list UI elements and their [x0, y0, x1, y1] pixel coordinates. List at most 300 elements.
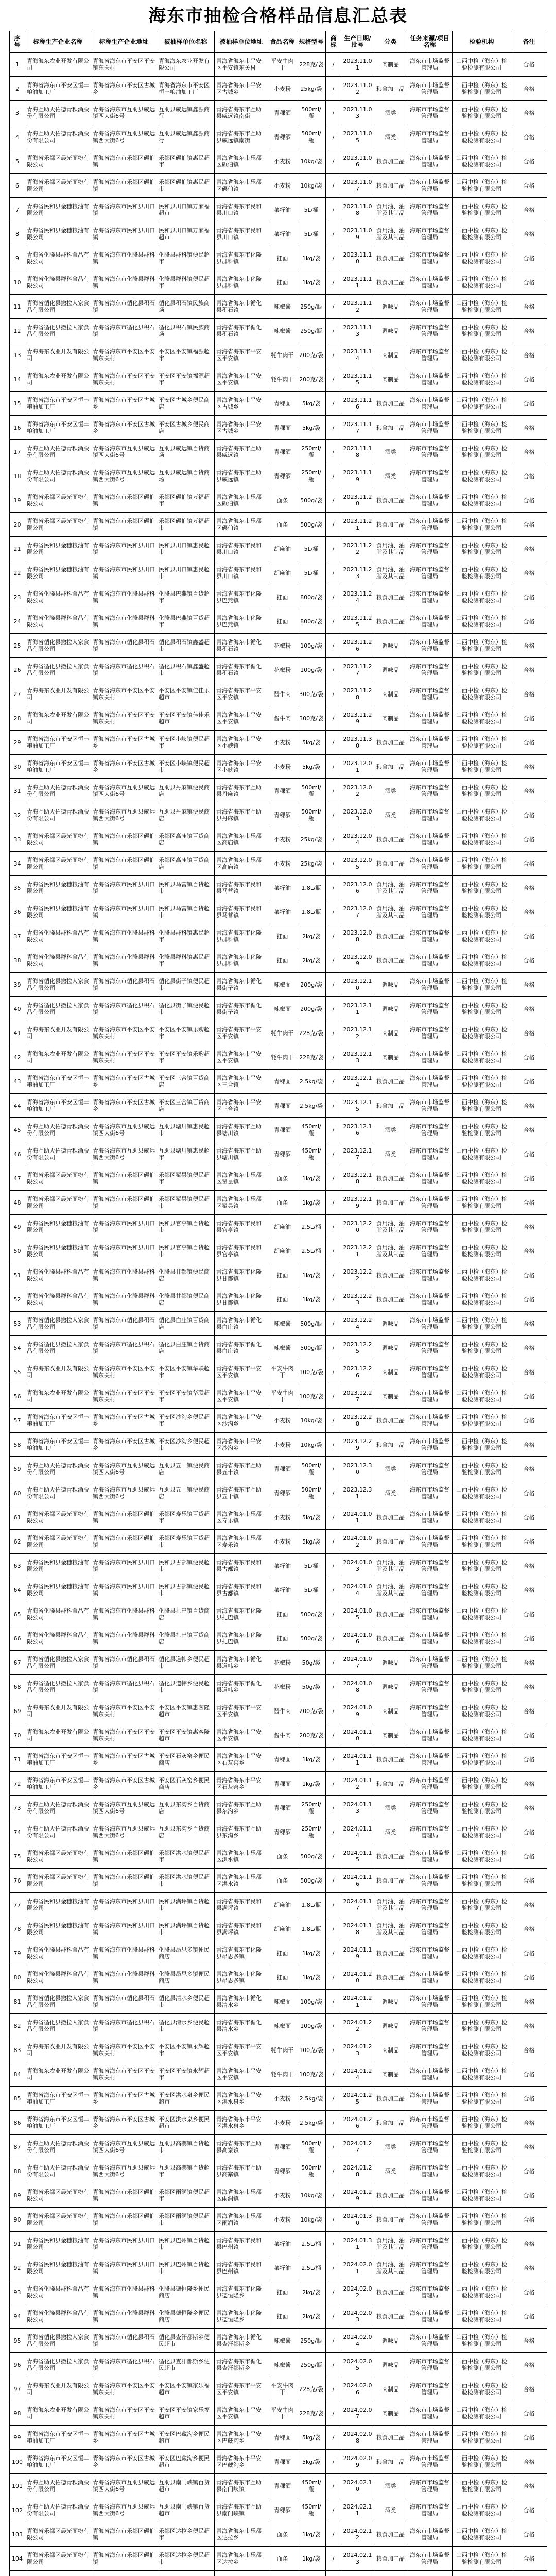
table-cell: 山西中检（海东）检验检测有限公司 — [453, 1917, 511, 1941]
table-cell: 51 — [10, 1263, 25, 1287]
table-cell: 山西中检（海东）检验检测有限公司 — [453, 222, 511, 246]
table-cell: 民和县满坪镇百货超市 — [157, 1893, 215, 1917]
table-cell: 青海省海东市平安区古城乡 — [91, 755, 157, 779]
table-row — [10, 537, 547, 561]
table-cell: 青海省海东市平安区古城乡 — [91, 416, 157, 440]
table-cell: 山西中检（海东）检验检测有限公司 — [453, 1651, 511, 1675]
table-cell: 青海省海东市平安区平安镇 — [215, 1045, 268, 1070]
table-cell: 小麦粉 — [268, 2183, 297, 2208]
table-cell: 合格 — [511, 1990, 547, 2014]
table-cell: / — [326, 997, 341, 1021]
table-row — [10, 222, 547, 246]
table-cell: 56 — [10, 1384, 25, 1409]
table-row — [10, 2547, 547, 2571]
table-cell — [374, 2571, 407, 2576]
table-cell: 青海省海东市乐都区雨润镇 — [215, 2183, 268, 2208]
table-cell: / — [326, 1239, 341, 1263]
table-cell: 菜籽油 — [268, 2232, 297, 2256]
table-row — [10, 2014, 547, 2038]
table-cell: 平安牛肉干 — [268, 2377, 297, 2401]
table-cell: 青稞酒 — [268, 2159, 297, 2183]
table-cell: 菜籽油 — [268, 222, 297, 246]
table-cell: / — [326, 924, 341, 948]
table-cell: 68 — [10, 1675, 25, 1699]
table-cell: / — [326, 1675, 341, 1699]
table-cell: 山西中检（海东）检验检测有限公司 — [453, 2329, 511, 2353]
table-cell: 山西中检（海东）检验检测有限公司 — [453, 343, 511, 367]
table-cell: 小麦粉 — [268, 1409, 297, 1433]
table-cell: 互助县威远镇百货商场 — [157, 440, 215, 464]
table-cell: 1kg/袋 — [297, 270, 326, 295]
table-cell: 2023.12.06 — [341, 876, 374, 900]
table-cell — [297, 2571, 326, 2576]
table-cell: 山西中检（海东）检验检测有限公司 — [453, 513, 511, 537]
table-row — [10, 198, 547, 222]
table-cell: 粮食加工品 — [374, 2208, 407, 2232]
table-cell: / — [326, 1118, 341, 1142]
table-cell: 山西中检（海东）检验检测有限公司 — [453, 924, 511, 948]
table-cell: 2024.02.08 — [341, 2426, 374, 2450]
table-cell: 青海省海东市乐都区寿乐镇 — [215, 1530, 268, 1554]
table-cell: 青海省化隆县群科食品有限公司 — [25, 1941, 91, 1965]
table-cell: 海东市市场监督管理局 — [407, 1917, 453, 1941]
table-cell: 青海省海东市乐都区碾伯镇 — [91, 1844, 157, 1869]
table-row — [10, 1675, 547, 1699]
table-cell: 青海互助天佑德青稞酒股份有限公司 — [25, 1796, 91, 1820]
table-cell: 海东市市场监督管理局 — [407, 827, 453, 852]
table-cell: 调味品 — [374, 973, 407, 997]
table-cell: 青海省海东市平安区古城乡 — [215, 392, 268, 416]
table-cell: 89 — [10, 2183, 25, 2208]
table-cell: / — [326, 1215, 341, 1239]
table-cell: 青海省海东市互助县威远镇西大街6号 — [91, 1796, 157, 1820]
table-cell: 青海省海东市循化县积石镇 — [91, 1675, 157, 1699]
table-cell: 青海省海东市民和县川口镇 — [91, 1578, 157, 1602]
table-cell: 花椒粉 — [268, 658, 297, 682]
table-cell: 10kg/袋 — [297, 174, 326, 198]
table-cell: 互助县威远镇百货商场 — [157, 464, 215, 488]
table-cell: 青稞酒 — [268, 1796, 297, 1820]
table-cell: 2023.12.29 — [341, 1433, 374, 1457]
table-cell: 山西中检（海东）检验检测有限公司 — [453, 731, 511, 755]
table-row — [10, 2498, 547, 2522]
table-cell: 青海省海东市平安区古城乡 — [91, 1094, 157, 1118]
table-cell: 互助县高寨镇百货超市 — [157, 2159, 215, 2183]
table-cell: 青稞酒 — [268, 803, 297, 827]
table-cell: 青海省海东市平安区古城乡 — [91, 1433, 157, 1457]
table-cell: 山西中检（海东）检验检测有限公司 — [453, 876, 511, 900]
table-cell: 合格 — [511, 1699, 547, 1723]
table-cell: 100g/袋 — [297, 658, 326, 682]
table-cell: / — [326, 2474, 341, 2498]
table-cell: 青海省海东市平安区恒丰粮油加工厂 — [25, 2450, 91, 2474]
table-cell: 22 — [10, 561, 25, 585]
table-cell: 粮食加工品 — [374, 1433, 407, 1457]
table-cell: 粮食加工品 — [374, 2183, 407, 2208]
table-cell: 酒类 — [374, 1796, 407, 1820]
table-row — [10, 2571, 547, 2576]
table-cell: 合格 — [511, 2426, 547, 2450]
table-cell: 乐都区雨润镇便民超市 — [157, 2183, 215, 2208]
table-cell: 青海省海东市互助县威远镇南街 — [215, 101, 268, 125]
table-cell: 牦牛肉干 — [268, 2038, 297, 2062]
column-header: 检验机构 — [453, 31, 511, 53]
table-cell: 青海省海东市民和县川口镇 — [91, 198, 157, 222]
table-cell: 海东市市场监督管理局 — [407, 1578, 453, 1602]
table-cell: 2kg/袋 — [297, 2304, 326, 2329]
table-cell: 500g/袋 — [297, 1844, 326, 1869]
table-cell: 海东市市场监督管理局 — [407, 1094, 453, 1118]
table-cell: 青海省海东市平安区恒丰粮油加工厂 — [25, 2111, 91, 2135]
table-cell: 青海省海东市平安区沙沟乡 — [215, 1409, 268, 1433]
table-cell: 挂面 — [268, 609, 297, 634]
table-cell: 90 — [10, 2208, 25, 2232]
table-cell: 海东市市场监督管理局 — [407, 2474, 453, 2498]
table-cell: 山西中检（海东）检验检测有限公司 — [453, 2426, 511, 2450]
table-cell: 青海省民和县金穗粮油有限公司 — [25, 561, 91, 585]
table-cell: 粮食加工品 — [374, 1166, 407, 1191]
table-cell: 合格 — [511, 1941, 547, 1965]
table-cell: 228克/袋 — [297, 2377, 326, 2401]
table-cell: 胡麻油 — [268, 561, 297, 585]
table-cell: 50g/袋 — [297, 1651, 326, 1675]
table-cell: / — [326, 948, 341, 973]
table-cell: 山西中检（海东）检验检测有限公司 — [453, 997, 511, 1021]
table-row — [10, 948, 547, 973]
table-row — [10, 1965, 547, 1990]
table-cell: 胡麻油 — [268, 537, 297, 561]
table-cell: 民和县马营镇百货超市 — [157, 900, 215, 924]
table-cell: 2.5kg/袋 — [297, 1094, 326, 1118]
table-cell: / — [326, 1021, 341, 1045]
table-cell: 合格 — [511, 2329, 547, 2353]
table-cell: 调味品 — [374, 1336, 407, 1360]
table-cell: 合格 — [511, 319, 547, 343]
table-cell: 2023.11.22 — [341, 537, 374, 561]
table-cell: 青海省民和县金穗粮油有限公司 — [25, 1893, 91, 1917]
table-cell: 2024.01.25 — [341, 2087, 374, 2111]
table-cell: 合格 — [511, 1118, 547, 1142]
table-cell: 青海省海东市循化县积石镇 — [215, 295, 268, 319]
table-cell: 海东市市场监督管理局 — [407, 1457, 453, 1481]
table-cell: 13 — [10, 343, 25, 367]
table-cell: 合格 — [511, 1336, 547, 1360]
table-cell: 合格 — [511, 852, 547, 876]
table-cell: 26 — [10, 658, 25, 682]
table-cell: 合格 — [511, 1312, 547, 1336]
table-cell: 酒类 — [374, 803, 407, 827]
table-cell: 面条 — [268, 2547, 297, 2571]
table-cell: 102 — [10, 2498, 25, 2522]
table-cell: 青海省海东市平安区恒丰粮油加工厂 — [25, 755, 91, 779]
table-cell: 青海省海东市乐都区碾伯镇 — [215, 513, 268, 537]
table-cell: 2024.01.23 — [341, 2038, 374, 2062]
table-cell: 民和县古鄯镇便民超市 — [157, 1578, 215, 1602]
table-cell: 山西中检（海东）检验检测有限公司 — [453, 125, 511, 149]
table-cell: 青海省海东市民和县川口镇 — [215, 561, 268, 585]
table-cell: 青海省海东市乐都区碾伯镇 — [91, 1530, 157, 1554]
table-cell: 青海省循化县撒拉人家食品有限公司 — [25, 973, 91, 997]
table-cell: 2024.01.22 — [341, 2014, 374, 2038]
table-cell: 山西中检（海东）检验检测有限公司 — [453, 1869, 511, 1893]
table-cell: 39 — [10, 973, 25, 997]
table-cell: 山西中检（海东）检验检测有限公司 — [453, 634, 511, 658]
table-cell: 2023.11.15 — [341, 367, 374, 392]
table-row — [10, 2256, 547, 2280]
table-cell: 山西中检（海东）检验检测有限公司 — [453, 319, 511, 343]
table-cell: 民和县巴州镇百货超市 — [157, 2256, 215, 2280]
table-cell: 青海省海东市互助县丹麻镇 — [215, 779, 268, 803]
table-cell: 牦牛肉干 — [268, 1021, 297, 1045]
table-cell: 合格 — [511, 77, 547, 101]
table-cell: 2024.01.19 — [341, 1941, 374, 1965]
table-cell: 山西中检（海东）检验检测有限公司 — [453, 392, 511, 416]
table-cell: 互助县丹麻镇便民商店 — [157, 779, 215, 803]
table-cell: 海东市市场监督管理局 — [407, 1820, 453, 1844]
table-cell: 合格 — [511, 464, 547, 488]
table-cell: / — [326, 1869, 341, 1893]
table-row — [10, 1530, 547, 1554]
table-cell: 2023.12.04 — [341, 827, 374, 852]
table-cell: 青海省海东市循化县清水乡 — [215, 1990, 268, 2014]
table-cell: 青稞酒 — [268, 1118, 297, 1142]
table-cell: 青稞酒 — [268, 779, 297, 803]
table-cell: 青海省海东市平安区古城乡 — [91, 1772, 157, 1796]
table-cell: 合格 — [511, 1215, 547, 1239]
table-cell: 2023.11.17 — [341, 416, 374, 440]
table-cell: 青海省海东市平安区洪水泉乡 — [215, 2111, 268, 2135]
table-cell: 海东市市场监督管理局 — [407, 779, 453, 803]
table-cell: 食用油、油脂及其制品 — [374, 1239, 407, 1263]
table-cell: 平安区巴藏沟乡便民超市 — [157, 2426, 215, 2450]
table-cell: / — [326, 488, 341, 513]
table-cell: 合格 — [511, 2135, 547, 2159]
table-cell: 青海省海东市循化县查汗都斯乡 — [215, 2353, 268, 2377]
table-cell: 青海省海东市乐都区碾伯镇 — [215, 488, 268, 513]
table-cell: 海东市市场监督管理局 — [407, 997, 453, 1021]
table-cell: 酒类 — [374, 779, 407, 803]
table-cell: 循化县积石镇民族商场 — [157, 319, 215, 343]
table-cell: 山西中检（海东）检验检测有限公司 — [453, 2062, 511, 2087]
table-cell: 合格 — [511, 948, 547, 973]
table-row — [10, 2135, 547, 2159]
table-row — [10, 53, 547, 77]
table-cell: 青海省海东市化隆县德恒隆乡 — [215, 2280, 268, 2304]
table-cell: 100克/袋 — [297, 2038, 326, 2062]
table-cell: 海东市市场监督管理局 — [407, 1142, 453, 1166]
table-cell: 200g/袋 — [297, 997, 326, 1021]
table-cell: 面条 — [268, 1191, 297, 1215]
table-cell: 合格 — [511, 1772, 547, 1796]
table-cell: 海东市市场监督管理局 — [407, 2111, 453, 2135]
table-cell: 合格 — [511, 488, 547, 513]
table-cell: 民和县官亭镇百货超市 — [157, 1239, 215, 1263]
table-row — [10, 658, 547, 682]
table-cell: 肉制品 — [374, 1699, 407, 1723]
table-cell: 83 — [10, 2038, 25, 2062]
table-cell: 500g/瓶 — [297, 1336, 326, 1360]
table-cell: 2023.12.03 — [341, 803, 374, 827]
table-row — [10, 2280, 547, 2304]
table-cell: 山西中检（海东）检验检测有限公司 — [453, 1045, 511, 1070]
table-cell: 93 — [10, 2280, 25, 2304]
table-cell: 8 — [10, 222, 25, 246]
table-cell: 1kg/袋 — [297, 1166, 326, 1191]
table-cell: / — [326, 1965, 341, 1990]
table-cell: 青海省海东市乐都区碾伯镇 — [91, 1166, 157, 1191]
table-row — [10, 1336, 547, 1360]
table-row — [10, 803, 547, 827]
table-cell: 酒类 — [374, 101, 407, 125]
table-cell: 互助县塘川镇惠民超市 — [157, 1142, 215, 1166]
table-cell: 小麦粉 — [268, 731, 297, 755]
table-cell: 合格 — [511, 2038, 547, 2062]
table-cell: 合格 — [511, 1505, 547, 1530]
table-cell: 青海省海东市平安区恒丰粮油加工厂 — [25, 77, 91, 101]
table-cell: 山西中检（海东）检验检测有限公司 — [453, 779, 511, 803]
table-cell: 40 — [10, 997, 25, 1021]
column-header: 生产日期/批号 — [341, 31, 374, 53]
table-cell: 青海省海东市平安区小峡镇 — [215, 731, 268, 755]
table-cell: 平安牛肉干 — [268, 1360, 297, 1384]
table-cell: 酒类 — [374, 125, 407, 149]
table-cell: / — [326, 2038, 341, 2062]
table-cell: 合格 — [511, 1384, 547, 1409]
table-cell: 合格 — [511, 2014, 547, 2038]
table-cell: 海东市市场监督管理局 — [407, 295, 453, 319]
table-cell: 青海省海东市平安区平安镇 — [215, 2038, 268, 2062]
table-cell: 104 — [10, 2547, 25, 2571]
table-cell: 青海省民和县金穗粮油有限公司 — [25, 222, 91, 246]
table-cell: 200g/袋 — [297, 973, 326, 997]
table-cell: 青海省海东市民和县川口镇 — [215, 222, 268, 246]
table-cell: 合格 — [511, 1675, 547, 1699]
table-cell: 面条 — [268, 2522, 297, 2547]
table-cell: 250ml/瓶 — [297, 440, 326, 464]
table-cell: / — [326, 125, 341, 149]
table-cell: 青海海东农业开发有限公司 — [25, 53, 91, 77]
table-cell: 青海省海东市民和县川口镇 — [91, 537, 157, 561]
table-cell: 合格 — [511, 2401, 547, 2426]
table-cell: 青海省海东市平安区古城乡 — [91, 1070, 157, 1094]
table-cell: 青海省海东市循化县清水乡 — [215, 2014, 268, 2038]
table-cell: 69 — [10, 1699, 25, 1723]
table-cell: 菜籽油 — [268, 876, 297, 900]
table-cell: 94 — [10, 2304, 25, 2329]
table-cell: 31 — [10, 779, 25, 803]
table-cell: 9 — [10, 246, 25, 270]
table-cell: / — [326, 1917, 341, 1941]
table-cell: 小麦粉 — [268, 852, 297, 876]
table-cell: 2024.01.13 — [341, 1796, 374, 1820]
table-cell: 青海省海东市化隆县群科镇 — [91, 1287, 157, 1312]
table-cell: 海东市市场监督管理局 — [407, 852, 453, 876]
table-cell: 粮食加工品 — [374, 609, 407, 634]
table-cell: 平安区平安镇佳佳乐超市 — [157, 706, 215, 731]
table-cell: / — [326, 2522, 341, 2547]
table-cell: 平安区巴藏沟乡便民超市 — [157, 2450, 215, 2474]
column-header: 分类 — [374, 31, 407, 53]
table-cell: 山西中检（海东）检验检测有限公司 — [453, 149, 511, 174]
table-cell: 青海省海东市乐都区洪水镇 — [215, 1869, 268, 1893]
table-cell: 2.5kg/袋 — [297, 2087, 326, 2111]
table-cell: 青海互助天佑德青稞酒股份有限公司 — [25, 2498, 91, 2522]
table-cell: 化隆县昂思多镇便民商店 — [157, 1941, 215, 1965]
table-cell: 合格 — [511, 53, 547, 77]
table-row — [10, 682, 547, 706]
table-cell: 合格 — [511, 682, 547, 706]
table-cell: 500g/袋 — [297, 488, 326, 513]
table-cell: 粮食加工品 — [374, 1094, 407, 1118]
table-cell: 肉制品 — [374, 1723, 407, 1748]
table-cell: 山西中检（海东）检验检测有限公司 — [453, 1675, 511, 1699]
table-cell — [326, 2571, 341, 2576]
table-cell: / — [326, 1820, 341, 1844]
table-cell: 食用油、油脂及其制品 — [374, 1893, 407, 1917]
table-cell: / — [326, 2159, 341, 2183]
table-cell: 肉制品 — [374, 2038, 407, 2062]
table-cell: 青海省海东市循化县积石镇 — [91, 997, 157, 1021]
table-cell: 海东市市场监督管理局 — [407, 1263, 453, 1287]
table-cell: 2023.11.01 — [341, 53, 374, 77]
table-cell: 化隆县德恒隆乡便民商店 — [157, 2304, 215, 2329]
table-cell: 17 — [10, 440, 25, 464]
table-row — [10, 1796, 547, 1820]
table-cell: 海东市市场监督管理局 — [407, 246, 453, 270]
table-cell: 2023.11.09 — [341, 222, 374, 246]
table-cell: / — [326, 1844, 341, 1869]
table-cell: 5kg/袋 — [297, 2450, 326, 2474]
table-cell: 2024.02.13 — [341, 2547, 374, 2571]
table-cell: 青海省化隆县群科食品有限公司 — [25, 1626, 91, 1651]
table-cell: 粮食加工品 — [374, 731, 407, 755]
table-cell: 海东市市场监督管理局 — [407, 1723, 453, 1748]
table-cell: 青海省循化县撒拉人家食品有限公司 — [25, 2329, 91, 2353]
table-cell: 2023.12.19 — [341, 1191, 374, 1215]
table-cell: 青海省海东市互助县威远镇西大街6号 — [91, 803, 157, 827]
table-cell: 粮食加工品 — [374, 174, 407, 198]
table-cell: 海东市市场监督管理局 — [407, 1530, 453, 1554]
table-cell: 青海省乐都区晨光面粉有限公司 — [25, 1166, 91, 1191]
table-cell: 青稞酒 — [268, 440, 297, 464]
table-cell: 牦牛肉干 — [268, 1045, 297, 1070]
table-cell: 山西中检（海东）检验检测有限公司 — [453, 2256, 511, 2280]
table-cell: 青海省海东市乐都区碾伯镇 — [91, 2522, 157, 2547]
table-cell: 青稞面 — [268, 392, 297, 416]
table-row — [10, 77, 547, 101]
table-cell: 青海省海东市化隆县群科镇 — [91, 609, 157, 634]
table-cell: 辣椒酱 — [268, 2329, 297, 2353]
table-cell: 乐都区瞿昙镇便民超市 — [157, 1191, 215, 1215]
table-cell: 海东市市场监督管理局 — [407, 416, 453, 440]
table-cell: 化隆县群科镇便民超市 — [157, 270, 215, 295]
table-cell: 山西中检（海东）检验检测有限公司 — [453, 1748, 511, 1772]
table-cell: 山西中检（海东）检验检测有限公司 — [453, 77, 511, 101]
table-cell: 青海互助天佑德青稞酒股份有限公司 — [25, 2135, 91, 2159]
table-cell: 青稞面 — [268, 2426, 297, 2450]
table-cell: 海东市市场监督管理局 — [407, 198, 453, 222]
table-cell: / — [326, 1578, 341, 1602]
table-cell: 花椒粉 — [268, 1651, 297, 1675]
table-cell: / — [326, 1312, 341, 1336]
table-cell: 粮食加工品 — [374, 2426, 407, 2450]
table-cell: 100 — [10, 2450, 25, 2474]
table-cell: 2023.11.08 — [341, 198, 374, 222]
column-header: 规格型号 — [297, 31, 326, 53]
table-cell: 青海互助天佑德青稞酒股份有限公司 — [25, 2159, 91, 2183]
table-cell: 合格 — [511, 537, 547, 561]
table-cell: 2023.12.02 — [341, 779, 374, 803]
